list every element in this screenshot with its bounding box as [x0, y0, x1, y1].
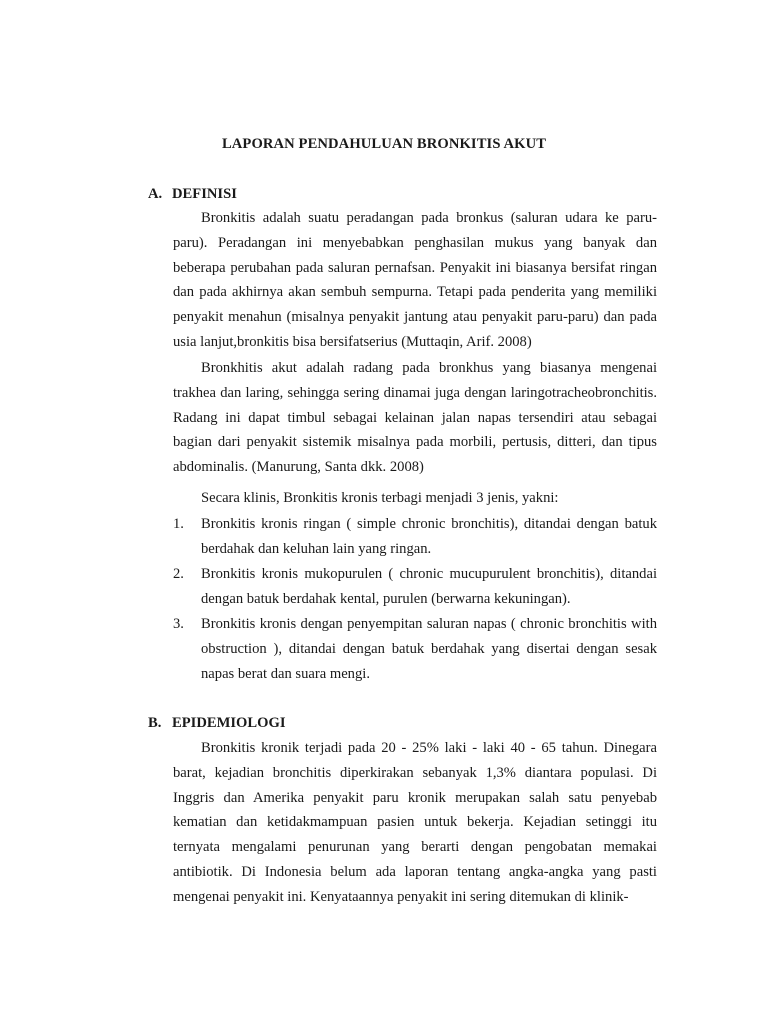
- list-item-text: Bronkitis kronis ringan ( simple chronic bronchitis), ditandai dengan batuk berdahak dan keluhan lain yang ringan.: [201, 516, 657, 557]
- document-title: LAPORAN PENDAHULUAN BRONKITIS AKUT: [221, 136, 547, 152]
- section-a-paragraph-1: Bronkitis adalah suatu peradangan pada bronkus (saluran udara ke paru-paru). Peradangan ini menyebabkan penghasilan mukus yang banyak dan beberapa perubahan pada saluran pernafsan. Penyakit ini biasanya bersifat ringan dan pada akhirnya akan sembuh sempurna. Tetapi pada penderita yang memiliki penyakit menahun (misalnya penyakit jantung atau penyakit paru-paru) dan pada usia lanjut,bronkitis bisa bersifatserius (Muttaqin, Arif. 2008): [173, 210, 657, 350]
- list-item-text: Bronkitis kronis dengan penyempitan saluran napas ( chronic bronchitis with obstruction ), ditandai dengan batuk berdahak yang disertai dengan sesak napas berat dan suara mengi.: [201, 616, 657, 682]
- list-item-number: 2.: [173, 566, 184, 582]
- section-b-letter: B.: [148, 715, 162, 731]
- list-item: [173, 512, 657, 562]
- list-item-number: 1.: [173, 516, 184, 532]
- list-item-text: Bronkitis kronis mukopurulen ( chronic mucupurulent bronchitis), ditandai dengan batuk berdahak kental, purulen (berwarna kekuningan).: [201, 566, 657, 607]
- list-item-number: 3.: [173, 616, 184, 632]
- section-a-heading: [148, 186, 237, 203]
- section-b-title: EPIDEMIOLOGI: [172, 715, 286, 731]
- section-b-paragraph-1: Bronkitis kronik terjadi pada 20 - 25% laki - laki 40 - 65 tahun. Dinegara barat, kejadian bronchitis diperkirakan sebanyak 1,3% diantara populasi. Di Inggris dan Amerika penyakit paru kronik merupakan salah satu penyebab kematian dan ketidakmampuan pasien untuk bekerja. Kejadian setinggi itu ternyata mengalami penurunan yang berarti dengan pengobatan memakai antibiotik. Di Indonesia belum ada laporan tentang angka-angka yang pasti mengenai penyakit ini. Kenyataannya penyakit ini sering ditemukan di klinik-: [173, 740, 657, 905]
- list-item: [173, 562, 657, 612]
- section-a-paragraph-2: Bronkhitis akut adalah radang pada bronkhus yang biasanya mengenai trakhea dan laring, sehingga sering dinamai juga dengan laringotracheobronchitis. Radang ini dapat timbul sebagai kelainan jalan napas tersendiri atau sebagai bagian dari penyakit sistemik misalnya pada morbili, pertusis, ditteri, dan tipus abdominalis. (Manurung, Santa dkk. 2008): [173, 360, 657, 476]
- section-a-title: DEFINISI: [172, 186, 237, 202]
- section-b-heading: [148, 715, 286, 732]
- section-a-paragraph-3: Secara klinis, Bronkitis kronis terbagi menjadi 3 jenis, yakni:: [201, 490, 559, 506]
- list-item: [173, 612, 657, 686]
- section-a-letter: A.: [148, 186, 163, 202]
